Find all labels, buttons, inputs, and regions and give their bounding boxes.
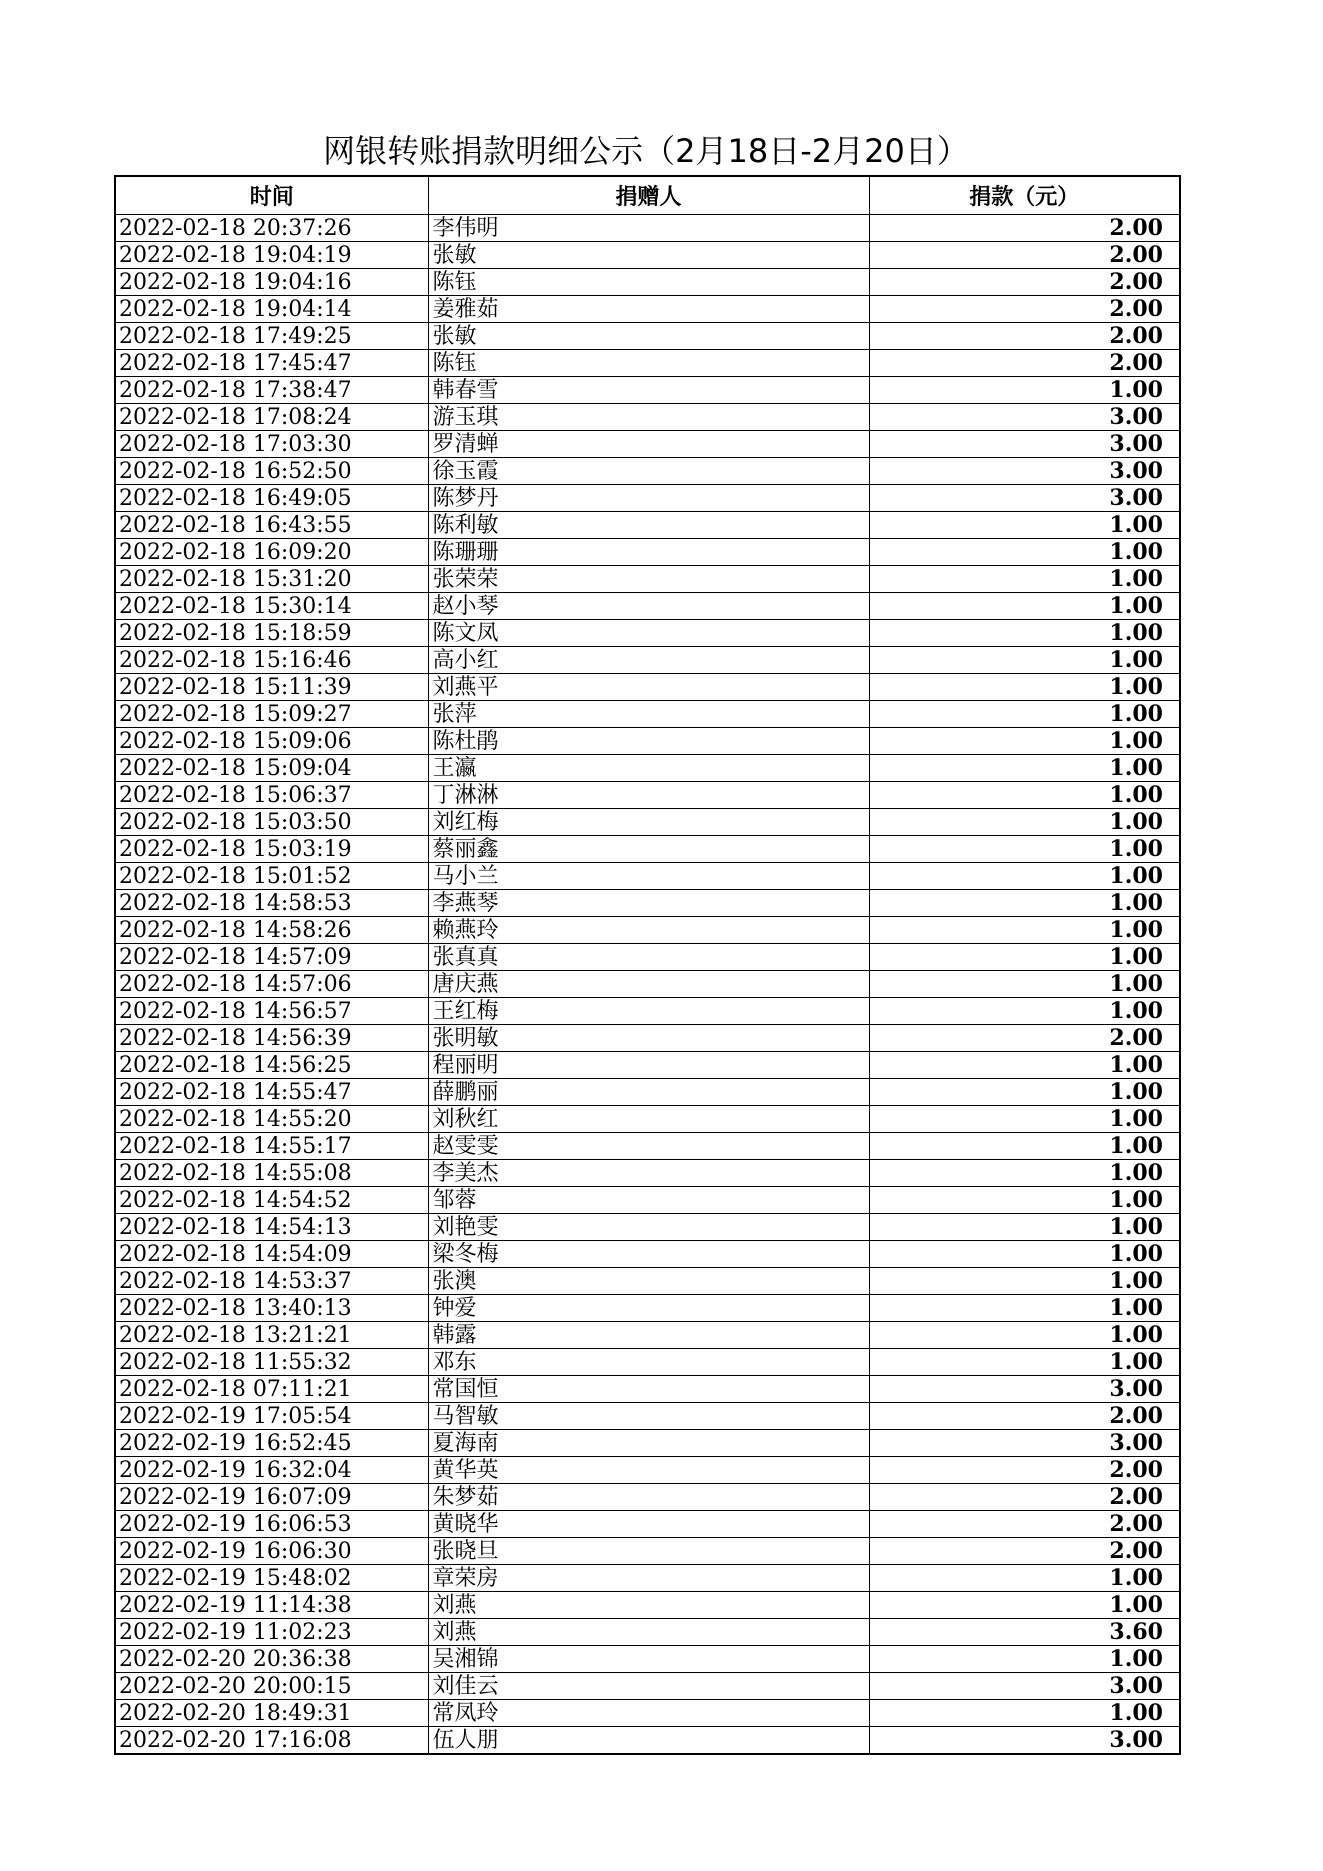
table-row bbox=[115, 512, 1180, 539]
cell-amount: 2.00 bbox=[869, 242, 1180, 269]
cell-donor: 黄华英 bbox=[428, 1457, 869, 1484]
cell-time: 2022-02-20 20:36:38 bbox=[115, 1646, 428, 1673]
cell-time: 2022-02-18 20:37:26 bbox=[115, 215, 428, 242]
cell-time: 2022-02-18 15:09:27 bbox=[115, 701, 428, 728]
table-row bbox=[115, 350, 1180, 377]
cell-donor: 王瀛 bbox=[428, 755, 869, 782]
cell-donor: 陈钰 bbox=[428, 350, 869, 377]
table-row bbox=[115, 620, 1180, 647]
cell-amount: 2.00 bbox=[869, 1403, 1180, 1430]
cell-time: 2022-02-18 14:57:09 bbox=[115, 944, 428, 971]
cell-amount: 1.00 bbox=[869, 647, 1180, 674]
table-row bbox=[115, 458, 1180, 485]
cell-time: 2022-02-18 14:57:06 bbox=[115, 971, 428, 998]
cell-donor: 刘艳雯 bbox=[428, 1214, 869, 1241]
cell-donor: 陈梦丹 bbox=[428, 485, 869, 512]
cell-time: 2022-02-20 20:00:15 bbox=[115, 1673, 428, 1700]
table-body bbox=[115, 215, 1180, 1755]
table-row bbox=[115, 1106, 1180, 1133]
cell-time: 2022-02-18 14:58:26 bbox=[115, 917, 428, 944]
cell-amount: 1.00 bbox=[869, 1160, 1180, 1187]
cell-donor: 常国恒 bbox=[428, 1376, 869, 1403]
cell-amount: 2.00 bbox=[869, 1511, 1180, 1538]
cell-time: 2022-02-18 14:55:47 bbox=[115, 1079, 428, 1106]
table-row bbox=[115, 1322, 1180, 1349]
cell-donor: 邓东 bbox=[428, 1349, 869, 1376]
cell-donor: 张澳 bbox=[428, 1268, 869, 1295]
cell-amount: 1.00 bbox=[869, 863, 1180, 890]
table-row bbox=[115, 1187, 1180, 1214]
cell-donor: 赵小琴 bbox=[428, 593, 869, 620]
cell-amount: 3.00 bbox=[869, 1727, 1180, 1755]
cell-amount: 1.00 bbox=[869, 998, 1180, 1025]
cell-amount: 1.00 bbox=[869, 566, 1180, 593]
header-row bbox=[115, 176, 1180, 215]
table-row bbox=[115, 1511, 1180, 1538]
header-donor: 捐赠人 bbox=[428, 176, 869, 215]
cell-time: 2022-02-18 14:56:57 bbox=[115, 998, 428, 1025]
cell-donor: 夏海南 bbox=[428, 1430, 869, 1457]
table-row bbox=[115, 404, 1180, 431]
cell-amount: 1.00 bbox=[869, 782, 1180, 809]
table-row bbox=[115, 431, 1180, 458]
cell-time: 2022-02-18 14:54:09 bbox=[115, 1241, 428, 1268]
cell-time: 2022-02-18 15:03:19 bbox=[115, 836, 428, 863]
cell-donor: 赵雯雯 bbox=[428, 1133, 869, 1160]
cell-time: 2022-02-18 14:55:08 bbox=[115, 1160, 428, 1187]
cell-amount: 2.00 bbox=[869, 269, 1180, 296]
table-row bbox=[115, 1133, 1180, 1160]
table-row bbox=[115, 323, 1180, 350]
cell-amount: 1.00 bbox=[869, 377, 1180, 404]
cell-donor: 张敏 bbox=[428, 242, 869, 269]
cell-donor: 陈文凤 bbox=[428, 620, 869, 647]
cell-donor: 刘燕平 bbox=[428, 674, 869, 701]
table-row bbox=[115, 1295, 1180, 1322]
cell-donor: 张明敏 bbox=[428, 1025, 869, 1052]
cell-time: 2022-02-18 17:45:47 bbox=[115, 350, 428, 377]
table-row bbox=[115, 1403, 1180, 1430]
cell-donor: 丁淋淋 bbox=[428, 782, 869, 809]
cell-donor: 高小红 bbox=[428, 647, 869, 674]
cell-time: 2022-02-18 17:03:30 bbox=[115, 431, 428, 458]
table-row bbox=[115, 863, 1180, 890]
cell-donor: 邹蓉 bbox=[428, 1187, 869, 1214]
table-row bbox=[115, 1268, 1180, 1295]
table-row bbox=[115, 1673, 1180, 1700]
cell-time: 2022-02-18 15:03:50 bbox=[115, 809, 428, 836]
cell-amount: 1.00 bbox=[869, 1322, 1180, 1349]
cell-time: 2022-02-18 13:40:13 bbox=[115, 1295, 428, 1322]
cell-amount: 1.00 bbox=[869, 1700, 1180, 1727]
table-row bbox=[115, 998, 1180, 1025]
cell-time: 2022-02-18 15:31:20 bbox=[115, 566, 428, 593]
cell-amount: 2.00 bbox=[869, 1484, 1180, 1511]
cell-time: 2022-02-18 15:11:39 bbox=[115, 674, 428, 701]
cell-amount: 1.00 bbox=[869, 728, 1180, 755]
cell-amount: 1.00 bbox=[869, 1079, 1180, 1106]
cell-time: 2022-02-19 11:02:23 bbox=[115, 1619, 428, 1646]
header-time: 时间 bbox=[115, 176, 428, 215]
table-row bbox=[115, 1052, 1180, 1079]
table-row bbox=[115, 647, 1180, 674]
table-row bbox=[115, 1079, 1180, 1106]
cell-donor: 陈杜鹃 bbox=[428, 728, 869, 755]
page-title: 网银转账捐款明细公示（2月18日-2月20日） bbox=[323, 132, 969, 170]
cell-time: 2022-02-18 19:04:14 bbox=[115, 296, 428, 323]
cell-amount: 2.00 bbox=[869, 296, 1180, 323]
cell-donor: 张真真 bbox=[428, 944, 869, 971]
cell-donor: 梁冬梅 bbox=[428, 1241, 869, 1268]
cell-time: 2022-02-19 11:14:38 bbox=[115, 1592, 428, 1619]
table-row bbox=[115, 377, 1180, 404]
cell-amount: 1.00 bbox=[869, 1214, 1180, 1241]
cell-time: 2022-02-18 19:04:16 bbox=[115, 269, 428, 296]
table-row bbox=[115, 296, 1180, 323]
cell-time: 2022-02-19 16:52:45 bbox=[115, 1430, 428, 1457]
cell-time: 2022-02-19 16:06:53 bbox=[115, 1511, 428, 1538]
cell-donor: 薛鹏丽 bbox=[428, 1079, 869, 1106]
table-row bbox=[115, 1430, 1180, 1457]
table-row bbox=[115, 728, 1180, 755]
cell-amount: 1.00 bbox=[869, 890, 1180, 917]
table-row bbox=[115, 539, 1180, 566]
cell-amount: 1.00 bbox=[869, 620, 1180, 647]
cell-time: 2022-02-18 16:09:20 bbox=[115, 539, 428, 566]
cell-amount: 1.00 bbox=[869, 944, 1180, 971]
table-row bbox=[115, 674, 1180, 701]
cell-donor: 马智敏 bbox=[428, 1403, 869, 1430]
cell-amount: 1.00 bbox=[869, 1241, 1180, 1268]
table-row bbox=[115, 701, 1180, 728]
cell-time: 2022-02-18 13:21:21 bbox=[115, 1322, 428, 1349]
cell-amount: 3.00 bbox=[869, 485, 1180, 512]
cell-amount: 3.00 bbox=[869, 1376, 1180, 1403]
cell-time: 2022-02-18 14:56:25 bbox=[115, 1052, 428, 1079]
table-row bbox=[115, 1241, 1180, 1268]
cell-donor: 刘佳云 bbox=[428, 1673, 869, 1700]
cell-donor: 朱梦茹 bbox=[428, 1484, 869, 1511]
table-row bbox=[115, 1646, 1180, 1673]
cell-amount: 1.00 bbox=[869, 1052, 1180, 1079]
cell-donor: 钟爱 bbox=[428, 1295, 869, 1322]
cell-amount: 1.00 bbox=[869, 836, 1180, 863]
cell-donor: 唐庆燕 bbox=[428, 971, 869, 998]
cell-donor: 常凤玲 bbox=[428, 1700, 869, 1727]
cell-amount: 2.00 bbox=[869, 1025, 1180, 1052]
cell-time: 2022-02-18 15:09:06 bbox=[115, 728, 428, 755]
table-row bbox=[115, 890, 1180, 917]
cell-time: 2022-02-18 14:55:17 bbox=[115, 1133, 428, 1160]
cell-amount: 1.00 bbox=[869, 1187, 1180, 1214]
cell-donor: 王红梅 bbox=[428, 998, 869, 1025]
donation-table bbox=[114, 175, 1181, 1755]
cell-time: 2022-02-18 15:01:52 bbox=[115, 863, 428, 890]
cell-donor: 伍人朋 bbox=[428, 1727, 869, 1755]
table-row bbox=[115, 1214, 1180, 1241]
cell-time: 2022-02-18 15:06:37 bbox=[115, 782, 428, 809]
cell-time: 2022-02-18 14:54:52 bbox=[115, 1187, 428, 1214]
cell-donor: 韩春雪 bbox=[428, 377, 869, 404]
cell-donor: 章荣房 bbox=[428, 1565, 869, 1592]
cell-amount: 1.00 bbox=[869, 1592, 1180, 1619]
cell-time: 2022-02-18 14:54:13 bbox=[115, 1214, 428, 1241]
cell-time: 2022-02-18 15:16:46 bbox=[115, 647, 428, 674]
cell-amount: 2.00 bbox=[869, 323, 1180, 350]
cell-time: 2022-02-19 16:06:30 bbox=[115, 1538, 428, 1565]
table-row bbox=[115, 917, 1180, 944]
cell-donor: 韩露 bbox=[428, 1322, 869, 1349]
cell-amount: 3.00 bbox=[869, 1430, 1180, 1457]
cell-amount: 2.00 bbox=[869, 215, 1180, 242]
cell-time: 2022-02-19 16:07:09 bbox=[115, 1484, 428, 1511]
cell-amount: 1.00 bbox=[869, 1565, 1180, 1592]
cell-time: 2022-02-18 14:58:53 bbox=[115, 890, 428, 917]
cell-amount: 3.00 bbox=[869, 404, 1180, 431]
cell-donor: 姜雅茹 bbox=[428, 296, 869, 323]
cell-amount: 1.00 bbox=[869, 917, 1180, 944]
cell-time: 2022-02-18 14:55:20 bbox=[115, 1106, 428, 1133]
cell-donor: 陈利敏 bbox=[428, 512, 869, 539]
cell-donor: 吴湘锦 bbox=[428, 1646, 869, 1673]
cell-time: 2022-02-18 15:30:14 bbox=[115, 593, 428, 620]
cell-donor: 陈珊珊 bbox=[428, 539, 869, 566]
cell-time: 2022-02-18 17:38:47 bbox=[115, 377, 428, 404]
cell-donor: 徐玉霞 bbox=[428, 458, 869, 485]
table-row bbox=[115, 593, 1180, 620]
cell-donor: 罗清蝉 bbox=[428, 431, 869, 458]
table-row bbox=[115, 1565, 1180, 1592]
table-row bbox=[115, 1619, 1180, 1646]
cell-amount: 2.00 bbox=[869, 1457, 1180, 1484]
table-row bbox=[115, 1376, 1180, 1403]
cell-amount: 1.00 bbox=[869, 809, 1180, 836]
cell-donor: 张荣荣 bbox=[428, 566, 869, 593]
cell-amount: 1.00 bbox=[869, 755, 1180, 782]
cell-time: 2022-02-18 15:09:04 bbox=[115, 755, 428, 782]
cell-donor: 程丽明 bbox=[428, 1052, 869, 1079]
table-row bbox=[115, 836, 1180, 863]
cell-time: 2022-02-19 16:32:04 bbox=[115, 1457, 428, 1484]
cell-amount: 3.00 bbox=[869, 458, 1180, 485]
cell-amount: 3.00 bbox=[869, 431, 1180, 458]
cell-time: 2022-02-18 16:43:55 bbox=[115, 512, 428, 539]
cell-donor: 蔡丽鑫 bbox=[428, 836, 869, 863]
cell-time: 2022-02-19 15:48:02 bbox=[115, 1565, 428, 1592]
cell-donor: 刘燕 bbox=[428, 1619, 869, 1646]
table-row bbox=[115, 944, 1180, 971]
cell-amount: 3.60 bbox=[869, 1619, 1180, 1646]
cell-donor: 赖燕玲 bbox=[428, 917, 869, 944]
cell-donor: 游玉琪 bbox=[428, 404, 869, 431]
cell-donor: 刘燕 bbox=[428, 1592, 869, 1619]
table-row bbox=[115, 242, 1180, 269]
cell-donor: 刘红梅 bbox=[428, 809, 869, 836]
table-row bbox=[115, 1727, 1180, 1755]
cell-time: 2022-02-19 17:05:54 bbox=[115, 1403, 428, 1430]
cell-amount: 1.00 bbox=[869, 701, 1180, 728]
cell-time: 2022-02-20 17:16:08 bbox=[115, 1727, 428, 1755]
cell-amount: 1.00 bbox=[869, 1295, 1180, 1322]
cell-time: 2022-02-18 07:11:21 bbox=[115, 1376, 428, 1403]
table-row bbox=[115, 1538, 1180, 1565]
table-row bbox=[115, 1700, 1180, 1727]
cell-donor: 李伟明 bbox=[428, 215, 869, 242]
table-row bbox=[115, 1457, 1180, 1484]
cell-time: 2022-02-20 18:49:31 bbox=[115, 1700, 428, 1727]
cell-donor: 李燕琴 bbox=[428, 890, 869, 917]
table-row bbox=[115, 1592, 1180, 1619]
cell-amount: 1.00 bbox=[869, 1268, 1180, 1295]
cell-time: 2022-02-18 17:49:25 bbox=[115, 323, 428, 350]
cell-amount: 1.00 bbox=[869, 512, 1180, 539]
cell-time: 2022-02-18 14:53:37 bbox=[115, 1268, 428, 1295]
cell-amount: 1.00 bbox=[869, 1106, 1180, 1133]
cell-donor: 陈钰 bbox=[428, 269, 869, 296]
cell-amount: 2.00 bbox=[869, 1538, 1180, 1565]
cell-time: 2022-02-18 19:04:19 bbox=[115, 242, 428, 269]
header-amount: 捐款（元） bbox=[869, 176, 1180, 215]
cell-donor: 张萍 bbox=[428, 701, 869, 728]
cell-amount: 1.00 bbox=[869, 1133, 1180, 1160]
table-row bbox=[115, 269, 1180, 296]
table-row bbox=[115, 782, 1180, 809]
table-row bbox=[115, 1484, 1180, 1511]
cell-donor: 李美杰 bbox=[428, 1160, 869, 1187]
cell-time: 2022-02-18 16:52:50 bbox=[115, 458, 428, 485]
cell-time: 2022-02-18 16:49:05 bbox=[115, 485, 428, 512]
cell-amount: 2.00 bbox=[869, 350, 1180, 377]
cell-donor: 黄晓华 bbox=[428, 1511, 869, 1538]
cell-amount: 1.00 bbox=[869, 1349, 1180, 1376]
cell-amount: 1.00 bbox=[869, 539, 1180, 566]
cell-time: 2022-02-18 15:18:59 bbox=[115, 620, 428, 647]
cell-amount: 1.00 bbox=[869, 593, 1180, 620]
cell-donor: 马小兰 bbox=[428, 863, 869, 890]
cell-amount: 1.00 bbox=[869, 674, 1180, 701]
table-row bbox=[115, 1160, 1180, 1187]
table-row bbox=[115, 485, 1180, 512]
cell-donor: 张晓旦 bbox=[428, 1538, 869, 1565]
cell-time: 2022-02-18 11:55:32 bbox=[115, 1349, 428, 1376]
cell-amount: 3.00 bbox=[869, 1673, 1180, 1700]
table-row bbox=[115, 809, 1180, 836]
cell-time: 2022-02-18 17:08:24 bbox=[115, 404, 428, 431]
table-row bbox=[115, 1025, 1180, 1052]
cell-time: 2022-02-18 14:56:39 bbox=[115, 1025, 428, 1052]
cell-amount: 1.00 bbox=[869, 971, 1180, 998]
table-row bbox=[115, 215, 1180, 242]
table-row bbox=[115, 755, 1180, 782]
table-row bbox=[115, 1349, 1180, 1376]
cell-amount: 1.00 bbox=[869, 1646, 1180, 1673]
cell-donor: 刘秋红 bbox=[428, 1106, 869, 1133]
table-row bbox=[115, 971, 1180, 998]
cell-donor: 张敏 bbox=[428, 323, 869, 350]
table-row bbox=[115, 566, 1180, 593]
